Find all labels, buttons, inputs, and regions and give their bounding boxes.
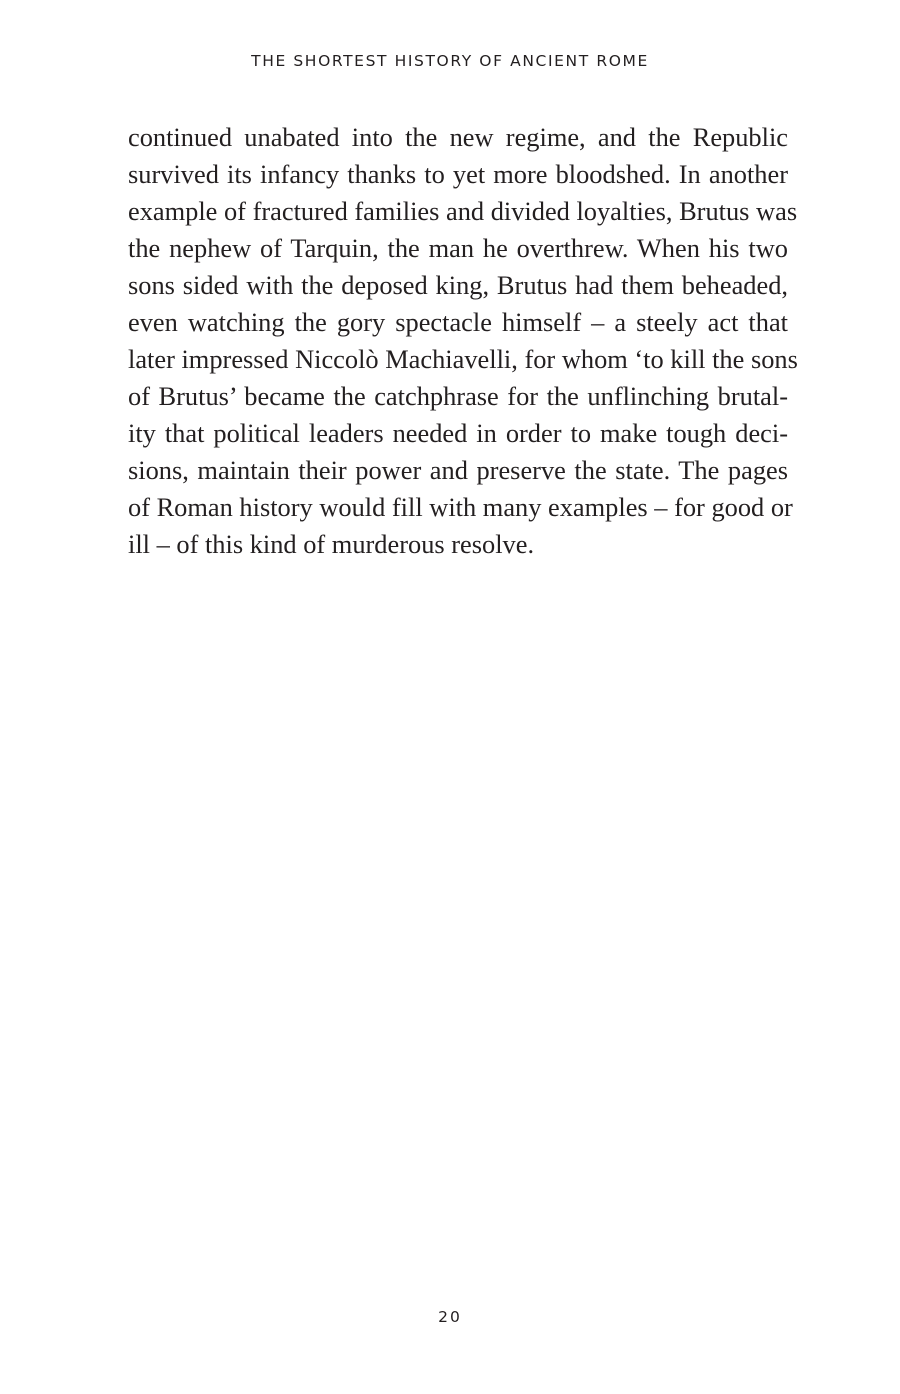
- paragraph-line: continued unabated into the new regime, and the Republic: [128, 122, 788, 152]
- paragraph-line: sions, maintain their power and preserve the state. The pages: [128, 455, 788, 485]
- paragraph-line: ity that political leaders needed in order to make tough deci-: [128, 418, 788, 448]
- paragraph-line: of Brutus’ became the catchphrase for the unflinching brutal-: [128, 381, 788, 411]
- paragraph-line: of Roman history would fill with many examples – for good or: [128, 492, 793, 522]
- paragraph-line: even watching the gory spectacle himself – a steely act that: [128, 307, 788, 337]
- paragraph-line: ill – of this kind of murderous resolve.: [128, 529, 535, 559]
- running-head: THE SHORTEST HISTORY OF ANCIENT ROME: [251, 52, 649, 70]
- paragraph-line: the nephew of Tarquin, the man he overthrew. When his two: [128, 233, 788, 263]
- body-paragraph: [128, 119, 798, 563]
- page-number: 20: [438, 1308, 462, 1326]
- paragraph-line: later impressed Niccolò Machiavelli, for whom ‘to kill the sons: [128, 344, 798, 374]
- paragraph-line: example of fractured families and divided loyalties, Brutus was: [128, 196, 798, 226]
- paragraph-line: survived its infancy thanks to yet more bloodshed. In another: [128, 159, 788, 189]
- paragraph-line: sons sided with the deposed king, Brutus had them beheaded,: [128, 270, 788, 300]
